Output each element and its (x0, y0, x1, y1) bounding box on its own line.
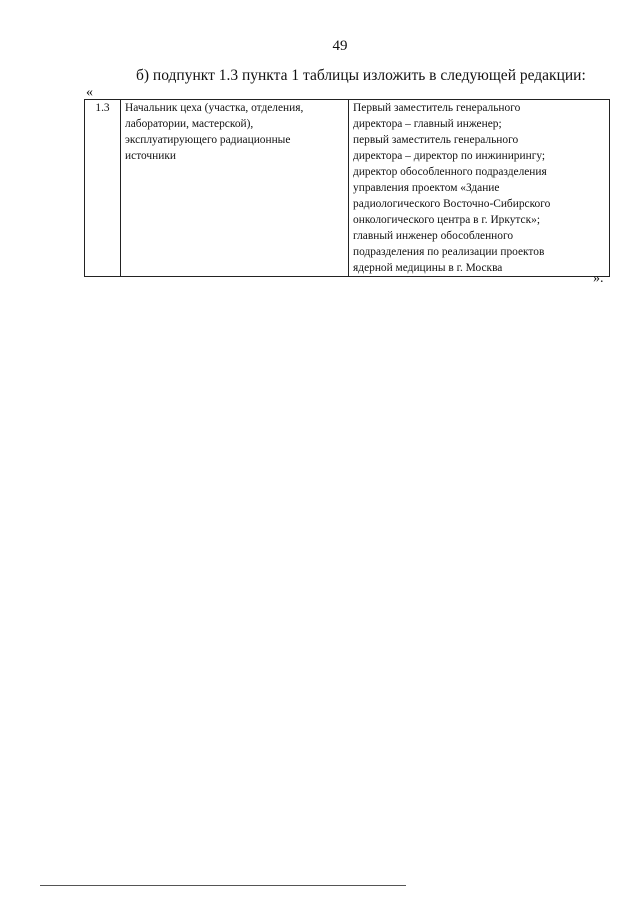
opening-quote-mark: « (86, 85, 93, 100)
amendment-heading: б) подпункт 1.3 пункта 1 таблицы изложить в следующей редакции: (136, 67, 586, 84)
approver-line: директора – директор по инжинирингу; (353, 150, 546, 162)
approver-line: ядерной медицины в г. Москва (353, 262, 503, 274)
closing-quote-mark: ». (593, 271, 604, 286)
table-row (85, 100, 610, 277)
approver-line: управления проектом «Здание (353, 182, 500, 194)
approver-cell (349, 100, 610, 277)
position-line: эксплуатирующего радиационные (125, 134, 291, 146)
position-line: источники (125, 150, 176, 162)
approver-line: онкологического центра в г. Иркутск»; (353, 214, 541, 226)
approver-line: первый заместитель генерального (353, 134, 519, 146)
approver-line: Первый заместитель генерального (353, 102, 521, 114)
amendment-table (84, 99, 610, 277)
approver-line: директора – главный инженер; (353, 118, 502, 130)
approver-line: главный инженер обособленного (353, 230, 514, 242)
position-cell (121, 100, 349, 277)
row-number-cell: 1.3 (85, 100, 121, 277)
position-line: Начальник цеха (участка, отделения, (125, 102, 304, 114)
page-number: 49 (332, 38, 348, 54)
approver-line: подразделения по реализации проектов (353, 246, 545, 258)
footer-rule (40, 885, 406, 886)
position-line: лаборатории, мастерской), (125, 118, 254, 130)
approver-line: радиологического Восточно-Сибирского (353, 198, 551, 210)
approver-line: директор обособленного подразделения (353, 166, 547, 178)
